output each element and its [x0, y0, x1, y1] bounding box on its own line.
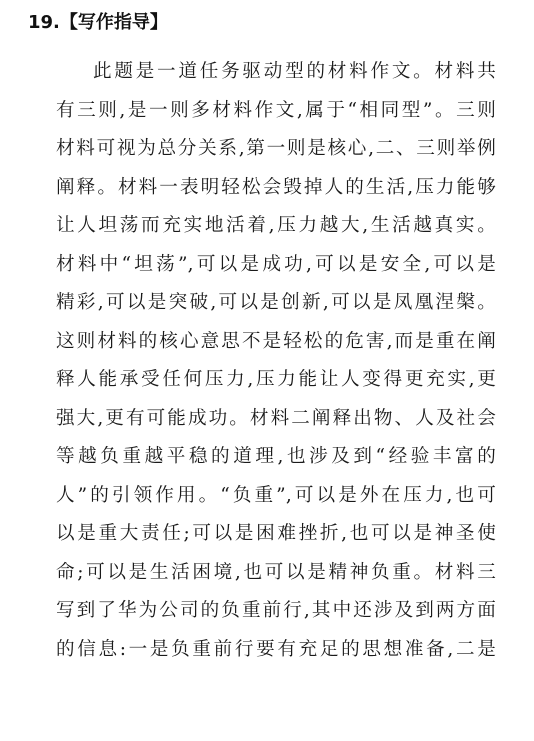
text-line: 此题是一道任务驱动型的材料作文。材料共	[93, 61, 496, 82]
text-line: 精彩,可以是突破,可以是创新,可以是凤凰涅槃。	[56, 292, 496, 313]
text-line: 材料可视为总分关系,第一则是核心,二、三则举例	[56, 138, 496, 159]
text-line: 这则材料的核心意思不是轻松的危害,而是重在阐	[56, 330, 496, 352]
text-line: 等越负重越平稳的道理,也涉及到“经验丰富的	[56, 446, 496, 467]
text-line: 阐释。材料一表明轻松会毁掉人的生活,压力能够	[56, 176, 496, 198]
text-line: 强大,更有可能成功。材料二阐释出物、人及社会	[56, 407, 496, 429]
text-line: 有三则,是一则多材料作文,属于“相同型”。三则	[56, 99, 496, 121]
text-line: 让人坦荡而充实地活着,压力越大,生活越真实。	[56, 215, 496, 236]
question-number: 19.	[28, 12, 60, 33]
text-line: 材料中“坦荡”,可以是成功,可以是安全,可以是	[56, 253, 496, 275]
text-line: 以是重大责任;可以是困难挫折,也可以是神圣使	[56, 523, 496, 544]
body-paragraph	[56, 53, 496, 669]
section-title: 【写作指导】	[59, 12, 168, 33]
section-heading	[28, 10, 168, 36]
text-line: 人”的引领作用。“负重”,可以是外在压力,也可	[56, 484, 496, 506]
text-line: 的信息:一是负重前行要有充足的思想准备,二是	[56, 638, 496, 660]
text-line: 命;可以是生活困境,也可以是精神负重。材料三	[56, 561, 496, 583]
text-line: 释人能承受任何压力,压力能让人变得更充实,更	[56, 369, 496, 390]
text-line: 写到了华为公司的负重前行,其中还涉及到两方面	[56, 600, 496, 621]
